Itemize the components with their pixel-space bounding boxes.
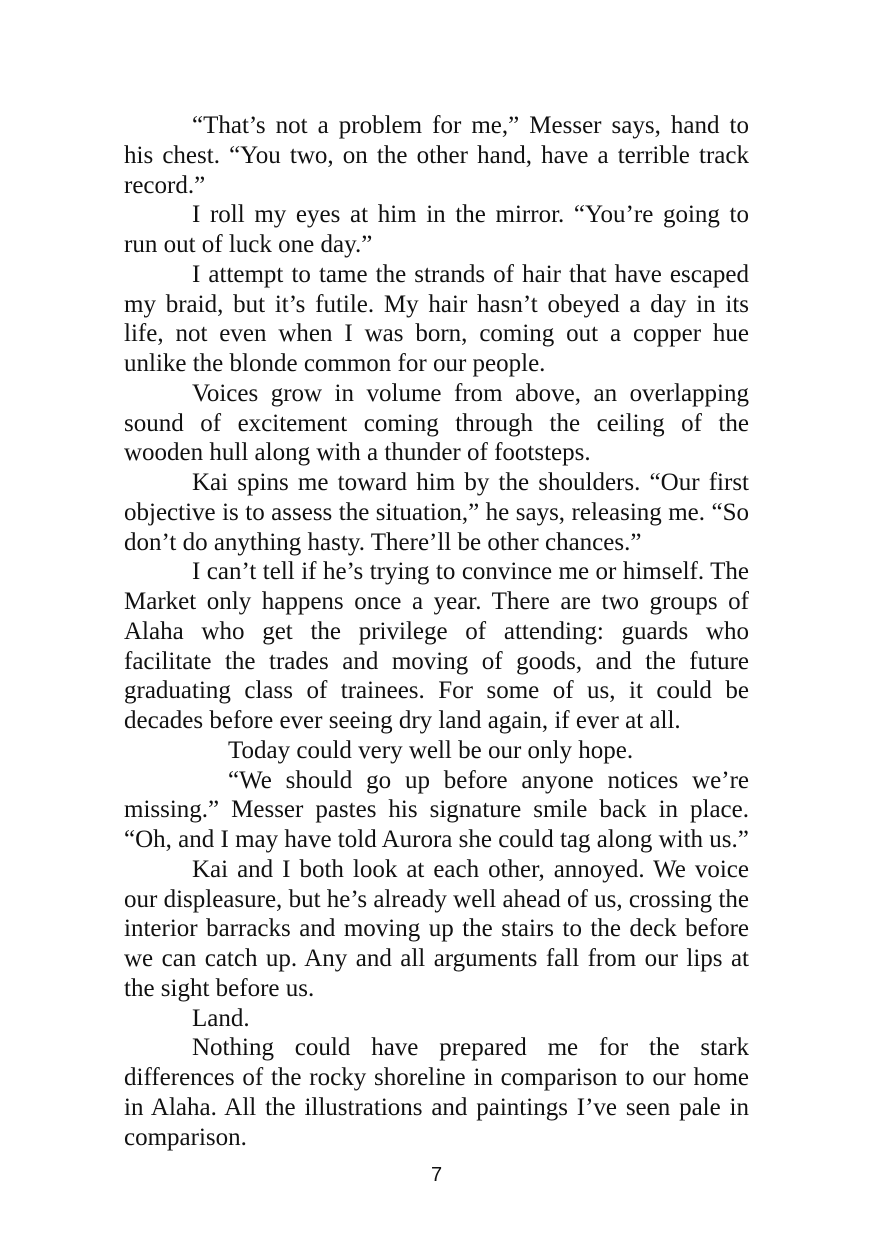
paragraph: Kai spins me toward him by the shoulders. “Our first objective is to assess the situation,” he says, releasing me. “So don’t do anything hasty. There’ll be other chances.” (124, 469, 749, 556)
body-text (124, 111, 749, 1152)
paragraph: Today could very well be our only hope. (228, 736, 634, 764)
page-number: 7 (430, 1164, 443, 1186)
paragraph: I attempt to tame the strands of hair that have escaped my braid, but it’s futile. My hair hasn’t obeyed a day in its life, not even when I was born, coming out a copper hue unlike the blonde common for our people. (124, 260, 749, 377)
paragraph: Voices grow in volume from above, an overlapping sound of excitement coming through the ceiling of the wooden hull along with a thunder of footsteps. (124, 379, 749, 467)
paragraph: I roll my eyes at him in the mirror. “You’re going to run out of luck one day.” (124, 201, 749, 258)
paragraph: Kai and I both look at each other, annoyed. We voice our displeasure, but he’s already well ahead of us, crossing the interior barracks and moving up the stairs to the deck before we can catch up. Any and all arguments fall from our lips at the sight before us. (124, 855, 749, 1002)
paragraph: Nothing could have prepared me for the stark differences of the rocky shoreline in comparison to our home in Alaha. All the illustrations and paintings I’ve seen pale in comparison. (124, 1034, 749, 1151)
paragraph: “That’s not a problem for me,” Messer says, hand to his chest. “You two, on the other hand, have a terrible track record.” (124, 112, 749, 199)
paragraph: I can’t tell if he’s trying to convince me or himself. The Market only happens once a year. There are two groups of Alaha who get the privilege of attending: guards who facilitate the trades and moving of goods, and the future graduating class of trainees. For some of us, it could be decades before ever seeing dry land again, if ever at all. (124, 558, 749, 734)
paragraph: “We should go up before anyone notices we’re missing.” Messer pastes his signature smile back in place. “Oh, and I may have told Aurora she could tag along with us.” (124, 766, 749, 853)
paragraph: Land. (192, 1004, 250, 1032)
